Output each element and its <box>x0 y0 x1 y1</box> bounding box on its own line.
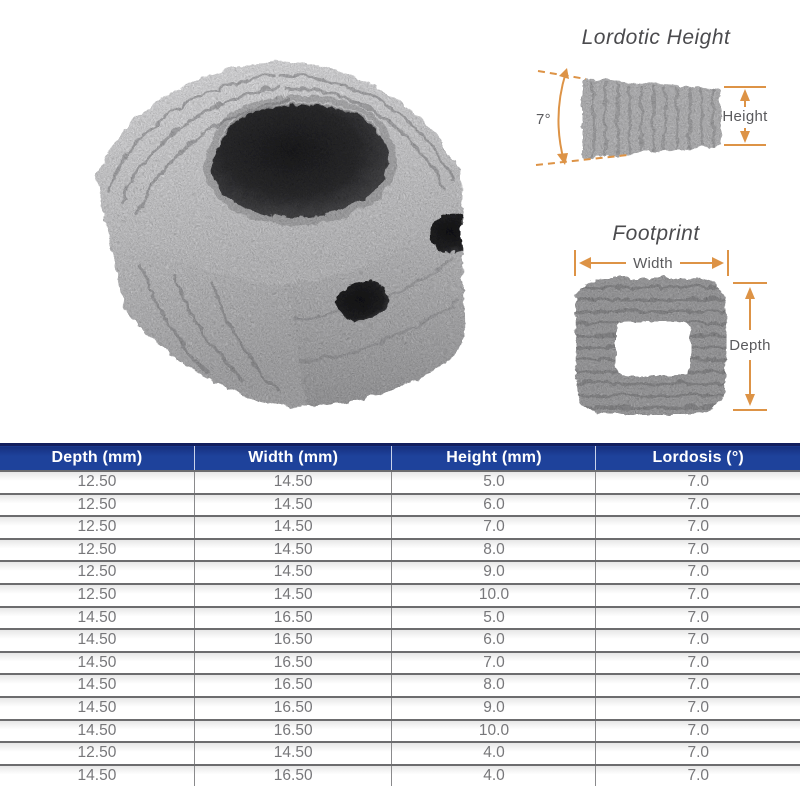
width-annotation <box>575 250 728 276</box>
table-cell: 14.50 <box>0 629 194 652</box>
table-cell: 4.0 <box>392 742 596 765</box>
table-cell: 9.0 <box>392 561 596 584</box>
table-cell: 7.0 <box>596 471 800 494</box>
table-cell: 14.50 <box>194 471 392 494</box>
lordosis-angle-label: 7° <box>536 111 551 128</box>
header-row <box>0 445 800 472</box>
implant-photo <box>55 18 515 433</box>
table-cell: 12.50 <box>0 516 194 539</box>
implant-cavity <box>211 102 387 216</box>
table-cell: 8.0 <box>392 539 596 562</box>
table-cell: 16.50 <box>194 607 392 630</box>
table-cell: 16.50 <box>194 697 392 720</box>
table-cell: 7.0 <box>596 720 800 743</box>
column-header-height: Height (mm) <box>392 445 596 472</box>
table-cell: 16.50 <box>194 720 392 743</box>
table-cell: 7.0 <box>596 652 800 675</box>
table-row <box>0 539 800 562</box>
table-row <box>0 697 800 720</box>
table-row <box>0 652 800 675</box>
table-row <box>0 765 800 786</box>
table-row <box>0 516 800 539</box>
table-cell: 7.0 <box>596 629 800 652</box>
column-header-lordosis: Lordosis (°) <box>596 445 800 472</box>
table-cell: 14.50 <box>0 674 194 697</box>
column-header-width: Width (mm) <box>194 445 392 472</box>
table-row <box>0 561 800 584</box>
lordotic-height-title: Lordotic Height <box>581 26 731 49</box>
angle-arc <box>558 72 566 161</box>
table-cell: 14.50 <box>0 720 194 743</box>
height-label: Height <box>722 108 768 125</box>
table-cell: 7.0 <box>596 539 800 562</box>
table-cell: 9.0 <box>392 697 596 720</box>
column-header-depth: Depth (mm) <box>0 445 194 472</box>
table-row <box>0 674 800 697</box>
table-row <box>0 607 800 630</box>
table-cell: 14.50 <box>0 652 194 675</box>
table-cell: 14.50 <box>0 607 194 630</box>
table-cell: 4.0 <box>392 765 596 786</box>
spec-table-header <box>0 445 800 472</box>
table-cell: 8.0 <box>392 674 596 697</box>
table-cell: 14.50 <box>194 516 392 539</box>
table-cell: 5.0 <box>392 607 596 630</box>
table-cell: 7.0 <box>596 561 800 584</box>
spec-table-body <box>0 471 800 786</box>
table-cell: 12.50 <box>0 561 194 584</box>
width-label: Width <box>633 255 673 272</box>
height-annotation <box>722 87 768 145</box>
table-row <box>0 471 800 494</box>
spec-table <box>0 443 800 786</box>
table-cell: 6.0 <box>392 629 596 652</box>
table-cell: 7.0 <box>596 742 800 765</box>
table-cell: 16.50 <box>194 674 392 697</box>
table-row <box>0 720 800 743</box>
footprint-diagram <box>540 246 800 426</box>
depth-label: Depth <box>729 337 771 354</box>
table-cell: 7.0 <box>392 516 596 539</box>
table-cell: 12.50 <box>0 742 194 765</box>
table-row <box>0 742 800 765</box>
table-cell: 7.0 <box>596 674 800 697</box>
table-cell: 7.0 <box>596 516 800 539</box>
depth-annotation <box>729 283 771 410</box>
table-cell: 7.0 <box>596 494 800 517</box>
footprint-title: Footprint <box>612 222 700 245</box>
table-cell: 14.50 <box>194 561 392 584</box>
table-cell: 7.0 <box>596 607 800 630</box>
table-cell: 14.50 <box>0 697 194 720</box>
table-cell: 5.0 <box>392 471 596 494</box>
table-cell: 14.50 <box>194 584 392 607</box>
table-cell: 7.0 <box>596 765 800 786</box>
table-row <box>0 584 800 607</box>
table-cell: 16.50 <box>194 765 392 786</box>
table-cell: 6.0 <box>392 494 596 517</box>
table-cell: 7.0 <box>392 652 596 675</box>
table-cell: 16.50 <box>194 629 392 652</box>
table-cell: 12.50 <box>0 539 194 562</box>
lordotic-height-diagram <box>528 58 800 178</box>
table-cell: 14.50 <box>0 765 194 786</box>
table-cell: 7.0 <box>596 584 800 607</box>
table-cell: 12.50 <box>0 494 194 517</box>
table-cell: 16.50 <box>194 652 392 675</box>
table-cell: 12.50 <box>0 471 194 494</box>
table-row <box>0 629 800 652</box>
table-cell: 10.0 <box>392 720 596 743</box>
table-cell: 14.50 <box>194 539 392 562</box>
table-cell: 14.50 <box>194 494 392 517</box>
table-cell: 14.50 <box>194 742 392 765</box>
table-cell: 12.50 <box>0 584 194 607</box>
table-cell: 10.0 <box>392 584 596 607</box>
table-cell: 7.0 <box>596 697 800 720</box>
table-row <box>0 494 800 517</box>
